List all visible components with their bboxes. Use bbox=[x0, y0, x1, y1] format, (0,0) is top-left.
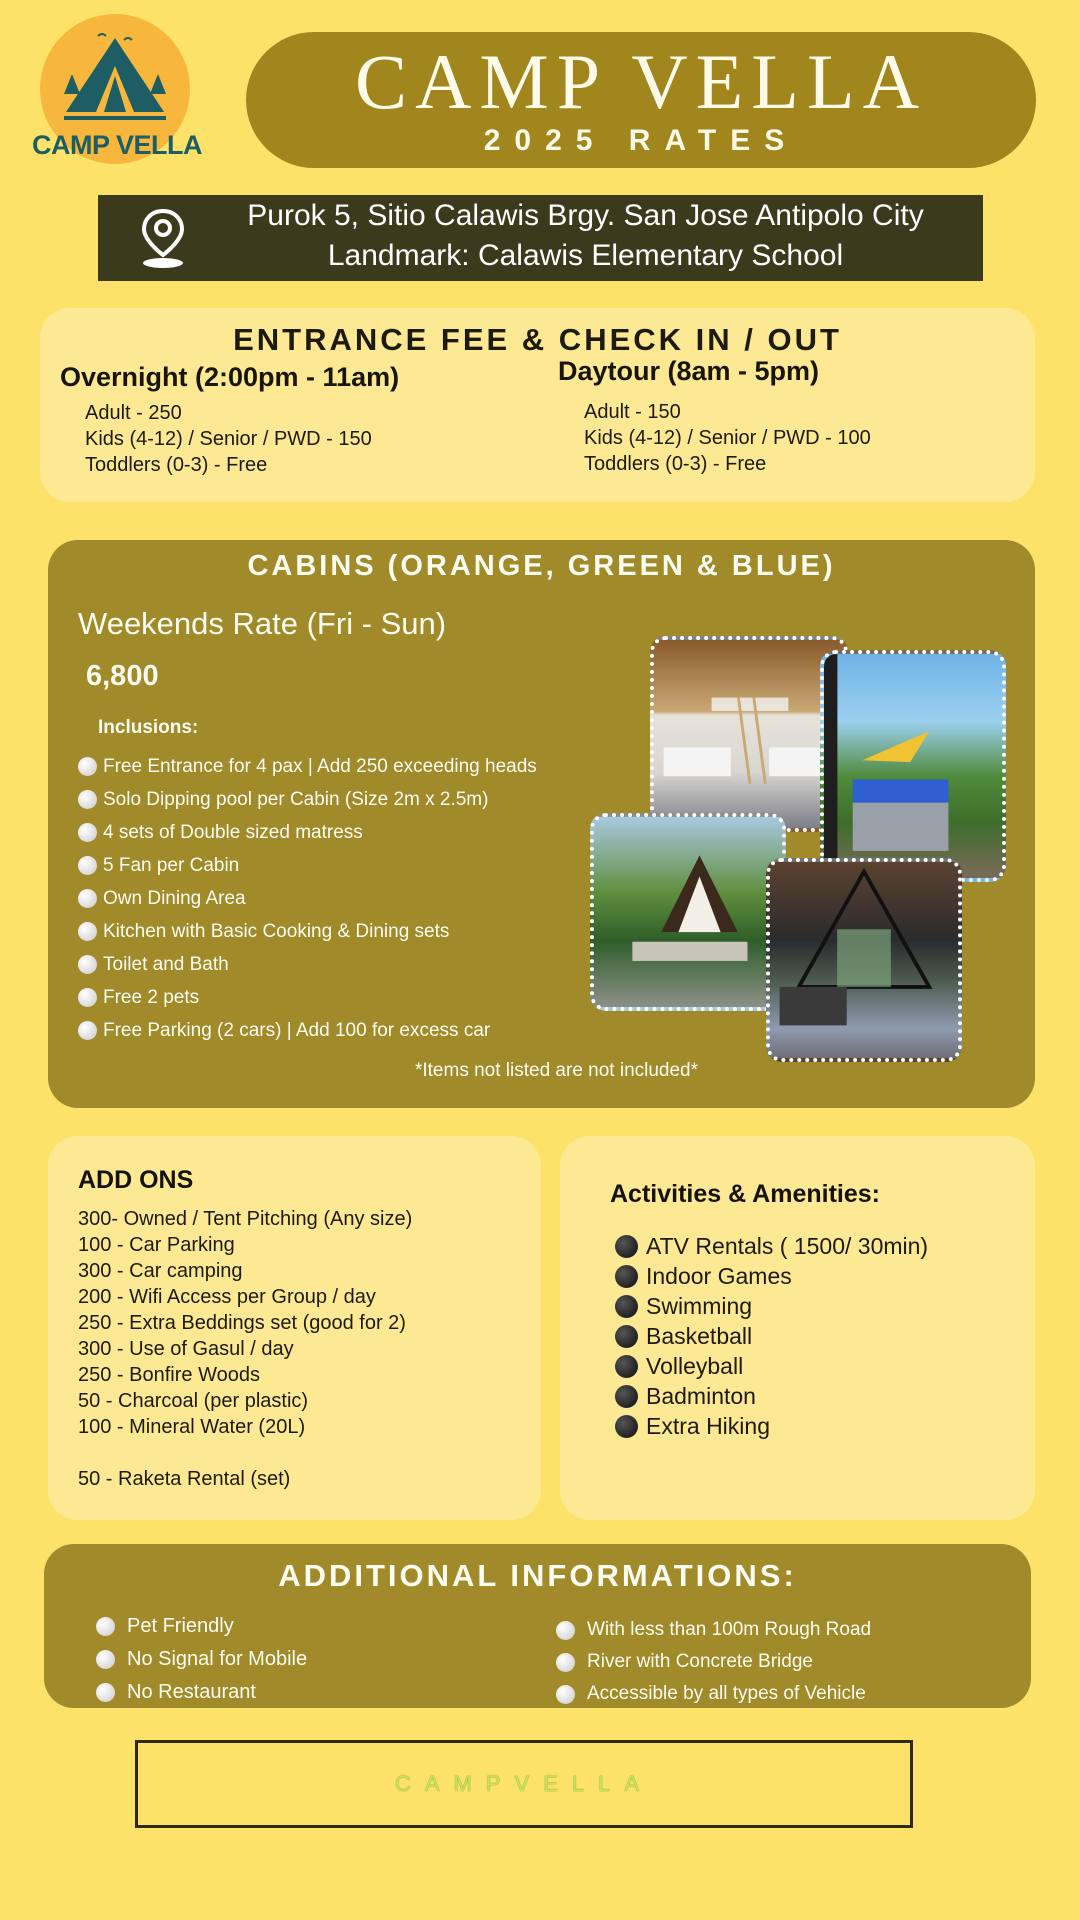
list-item: 50 - Raketa Rental (set) bbox=[78, 1468, 291, 1490]
bullet-icon bbox=[96, 1683, 115, 1702]
list-item: Toilet and Bath bbox=[78, 948, 537, 981]
list-item: Free Entrance for 4 pax | Add 250 exceeding heads bbox=[78, 750, 537, 783]
dipping-pool-photo bbox=[820, 650, 1006, 882]
page-subtitle: 2025 RATES bbox=[483, 124, 799, 157]
cabin-interior-photo bbox=[650, 636, 848, 832]
list-item: Solo Dipping pool per Cabin (Size 2m x 2.5m) bbox=[78, 783, 537, 816]
list-item: Extra Hiking bbox=[615, 1411, 928, 1441]
tent-icon bbox=[58, 32, 172, 132]
list-item: Own Dining Area bbox=[78, 882, 537, 915]
camp-vella-logo bbox=[22, 14, 212, 164]
list-item: Swimming bbox=[615, 1291, 928, 1321]
list-item: Free Parking (2 cars) | Add 100 for excess car bbox=[78, 1014, 537, 1047]
info-list-left bbox=[96, 1610, 307, 1709]
overnight-rate: Kids (4-12) / Senior / PWD - 150 bbox=[85, 428, 372, 450]
list-item: Free 2 pets bbox=[78, 981, 537, 1014]
bullet-icon bbox=[78, 790, 97, 809]
bullet-icon bbox=[78, 856, 97, 875]
page-title: CAMP VELLA bbox=[355, 38, 927, 125]
inclusions-list bbox=[78, 750, 537, 1047]
additional-info-title: ADDITIONAL INFORMATIONS: bbox=[278, 1558, 797, 1593]
activities-list bbox=[615, 1231, 928, 1441]
a-frame-cabin-icon bbox=[594, 817, 782, 1007]
list-item: Kitchen with Basic Cooking & Dining sets bbox=[78, 915, 537, 948]
bullet-icon bbox=[78, 955, 97, 974]
list-item: Badminton bbox=[615, 1381, 928, 1411]
title-banner bbox=[246, 32, 1036, 168]
weekend-rate-label: Weekends Rate (Fri - Sun) bbox=[78, 606, 447, 641]
bullet-icon bbox=[78, 922, 97, 941]
list-item: 250 - Extra Beddings set (good for 2) bbox=[78, 1312, 406, 1334]
list-item: With less than 100m Rough Road bbox=[556, 1614, 871, 1646]
list-item: 100 - Mineral Water (20L) bbox=[78, 1416, 306, 1438]
list-item: 200 - Wifi Access per Group / day bbox=[78, 1286, 376, 1308]
inclusions-label: Inclusions: bbox=[98, 717, 199, 738]
cabins-title: CABINS (ORANGE, GREEN & BLUE) bbox=[247, 550, 836, 582]
list-item: 100 - Car Parking bbox=[78, 1234, 235, 1256]
bullet-icon bbox=[96, 1650, 115, 1669]
list-item: 250 - Bonfire Woods bbox=[78, 1364, 260, 1386]
bullet-icon bbox=[78, 823, 97, 842]
bullet-icon bbox=[615, 1295, 638, 1318]
overnight-rate: Toddlers (0-3) - Free bbox=[85, 454, 268, 476]
entrance-fee-panel bbox=[40, 308, 1035, 502]
address-box bbox=[98, 195, 983, 281]
bullet-icon bbox=[78, 757, 97, 776]
bullet-icon bbox=[615, 1415, 638, 1438]
bullet-icon bbox=[615, 1235, 638, 1258]
bullet-icon bbox=[78, 988, 97, 1007]
cabin-price: 6,800 bbox=[86, 660, 159, 692]
list-item: River with Concrete Bridge bbox=[556, 1646, 871, 1678]
window-icon bbox=[770, 862, 958, 1058]
bullet-icon bbox=[96, 1617, 115, 1636]
bullet-icon bbox=[556, 1653, 575, 1672]
entrance-title: ENTRANCE FEE & CHECK IN / OUT bbox=[233, 322, 842, 357]
list-item: No Signal for Mobile bbox=[96, 1643, 307, 1676]
list-item: No Restaurant bbox=[96, 1676, 307, 1709]
loft-ladder-icon bbox=[654, 640, 844, 828]
bullet-icon bbox=[556, 1685, 575, 1704]
list-item: Accessible by all types of Vehicle bbox=[556, 1678, 871, 1710]
list-item: 50 - Charcoal (per plastic) bbox=[78, 1390, 309, 1412]
daytour-heading: Daytour (8am - 5pm) bbox=[558, 356, 820, 386]
list-item: 4 sets of Double sized matress bbox=[78, 816, 537, 849]
overnight-rate: Adult - 250 bbox=[85, 402, 182, 424]
landmark-line: Landmark: Calawis Elementary School bbox=[327, 239, 844, 272]
bullet-icon bbox=[78, 1021, 97, 1040]
overnight-heading: Overnight (2:00pm - 11am) bbox=[60, 362, 400, 392]
list-item: Pet Friendly bbox=[96, 1610, 307, 1643]
list-item: Volleyball bbox=[615, 1351, 928, 1381]
pool-icon bbox=[824, 654, 1002, 878]
list-item: 300 - Use of Gasul / day bbox=[78, 1338, 294, 1360]
bullet-icon bbox=[556, 1621, 575, 1640]
list-item: 300 - Car camping bbox=[78, 1260, 243, 1282]
additional-info-panel bbox=[44, 1544, 1031, 1708]
daytour-rate: Kids (4-12) / Senior / PWD - 100 bbox=[584, 427, 871, 449]
footer-box bbox=[135, 1740, 913, 1828]
bullet-icon bbox=[615, 1265, 638, 1288]
footer-brand: CAMPVELLA bbox=[394, 1771, 654, 1796]
list-item: ATV Rentals ( 1500/ 30min) bbox=[615, 1231, 928, 1261]
add-ons-title: ADD ONS bbox=[78, 1166, 194, 1194]
list-item: 5 Fan per Cabin bbox=[78, 849, 537, 882]
activities-panel bbox=[560, 1136, 1035, 1520]
bullet-icon bbox=[615, 1325, 638, 1348]
daytour-rate: Toddlers (0-3) - Free bbox=[584, 453, 767, 475]
list-item: Indoor Games bbox=[615, 1261, 928, 1291]
add-ons-panel bbox=[48, 1136, 541, 1520]
cabin-exterior-photo bbox=[590, 813, 786, 1011]
bullet-icon bbox=[78, 889, 97, 908]
cabin-lounge-photo bbox=[766, 858, 962, 1062]
bullet-icon bbox=[615, 1355, 638, 1378]
activities-title: Activities & Amenities: bbox=[610, 1180, 880, 1208]
bullet-icon bbox=[615, 1385, 638, 1408]
list-item: Basketball bbox=[615, 1321, 928, 1351]
logo-text: CAMP VELLA bbox=[31, 130, 202, 160]
cabins-panel bbox=[48, 540, 1035, 1108]
not-included-note: *Items not listed are not included* bbox=[414, 1060, 699, 1081]
info-list-right bbox=[556, 1614, 871, 1710]
list-item: 300- Owned / Tent Pitching (Any size) bbox=[78, 1208, 413, 1230]
daytour-rate: Adult - 150 bbox=[584, 401, 681, 423]
address-line: Purok 5, Sitio Calawis Brgy. San Jose Antipolo City bbox=[247, 199, 924, 232]
